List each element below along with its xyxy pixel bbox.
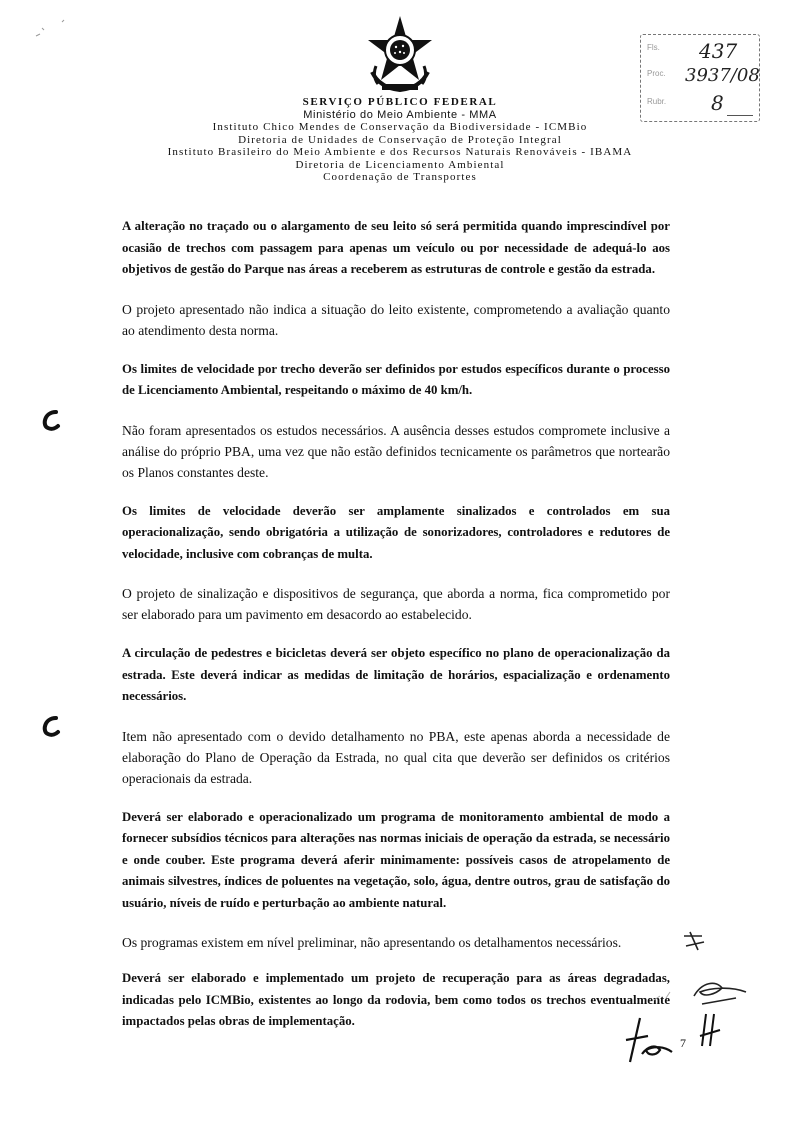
norm-paragraph: Deverá ser elaborado e implementado um projeto de recuperação para as áreas degradadas, indicadas pelo ICMBio, existentes ao longo da rodovia, bem como todos os trechos eventualmente impactados pelas obras de implementação. <box>122 971 670 1028</box>
margin-check-icon <box>38 714 62 738</box>
stamp-folha: 437 <box>699 39 738 63</box>
analysis-paragraph: Não foram apresentados os estudos necessários. A ausência desses estudos compromete inclusive a análise do próprio PBA, uma vez que não estão definidos tecnicamente os parâmetros que nortearão os Planos constantes deste. <box>122 422 670 480</box>
initials-mark-icon <box>680 930 710 954</box>
analysis-paragraph: Os programas existem em nível preliminar, não apresentando os detalhamentos necessários. <box>122 935 622 950</box>
institution-line: Diretoria de Licenciamento Ambiental <box>295 158 505 171</box>
norm-paragraph: Os limites de velocidade deverão ser amplamente sinalizados e controlados em sua operacionalização, sendo obrigatória a utilização de sonorizadores, controladores e redutores de velocidade, inclusive com cobranças de multa. <box>122 503 670 561</box>
stamp-processo: 3937/08 <box>685 65 760 86</box>
stamp-rubrica: 8 <box>711 91 724 115</box>
signature-initials-icon <box>620 1010 680 1066</box>
norm-paragraph: Os limites de velocidade por trecho deverão ser definidos por estudos específicos durante o processo de Licenciamento Ambiental, respeitando o máximo de 40 km/h. <box>122 361 670 397</box>
analysis-paragraph: Item não apresentado com o devido detalhamento no PBA, este apenas aborda a necessidade de elaboração do Plano de Operação da Estrada, no qual cita que deverão ser definidos os critérios operacionais da estrada. <box>122 728 670 786</box>
institution-line: Coordenação de Transportes <box>323 171 477 183</box>
norm-paragraph: A alteração no traçado ou o alargamento de seu leito só será permitida quando imprescindível por ocasião de trechos com passagem para apenas um veículo ou por necessidade de adequá-lo aos objetivos de gestão do Parque nas áreas a receberem as estruturas de controle e gestão da estrada. <box>122 219 670 276</box>
ministry-name: Ministério do Meio Ambiente - MMA <box>303 108 497 121</box>
service-title: SERVIÇO PÚBLICO FEDERAL <box>302 96 498 108</box>
letterhead <box>100 96 700 184</box>
page-number: 7 <box>680 1036 686 1050</box>
margin-check-icon <box>38 408 62 432</box>
institution-line: Instituto Brasileiro do Meio Ambiente e dos Recursos Naturais Renováveis - IBAMA <box>167 146 633 158</box>
analysis-paragraph: O projeto apresentado não indica a situação do leito existente, comprometendo a avaliação quanto ao atendimento desta norma. <box>122 301 670 338</box>
institution-line: Instituto Chico Mendes de Conservação da Biodiversidade - ICMBio <box>212 121 588 133</box>
norm-paragraph: Deverá ser elaborado e operacionalizado um programa de monitoramento ambiental de modo a fornecer subsídios técnicos para alterações nas normas iniciais de operação da estrada, se necessário e onde couber. Este programa deverá aferir minimamente: possíveis casos de atropelamento de animais silvestres, índices de poluentes na vegetação, solo, água, dentre outros, grau de satisfação do usuário, níveis de ruído e perturbação ao ambiente natural. <box>122 809 670 910</box>
institution-line: Diretoria de Unidades de Conservação de Proteção Integral <box>238 133 562 146</box>
analysis-paragraph: O projeto de sinalização e dispositivos de segurança, que aborda a norma, fica comprometido por ser elaborado para um pavimento em desacordo ao estabelecido. <box>122 586 670 622</box>
norm-paragraph: A circulação de pedestres e bicicletas deverá ser objeto específico no plano de operacionalização da estrada. Este deverá indicar as medidas de limitação de horários, espacialização e ordenamento necessários. <box>122 646 670 703</box>
folio-mark-icon <box>698 1010 722 1050</box>
corner-scribble-icon <box>34 16 74 42</box>
brazil-coat-of-arms-icon <box>360 14 440 94</box>
document-body <box>122 216 670 1033</box>
process-stamp: Fls. 437 Proc. 3937/08 Rubr. 8 <box>640 34 760 122</box>
signature-scribble-icon <box>650 974 750 1010</box>
